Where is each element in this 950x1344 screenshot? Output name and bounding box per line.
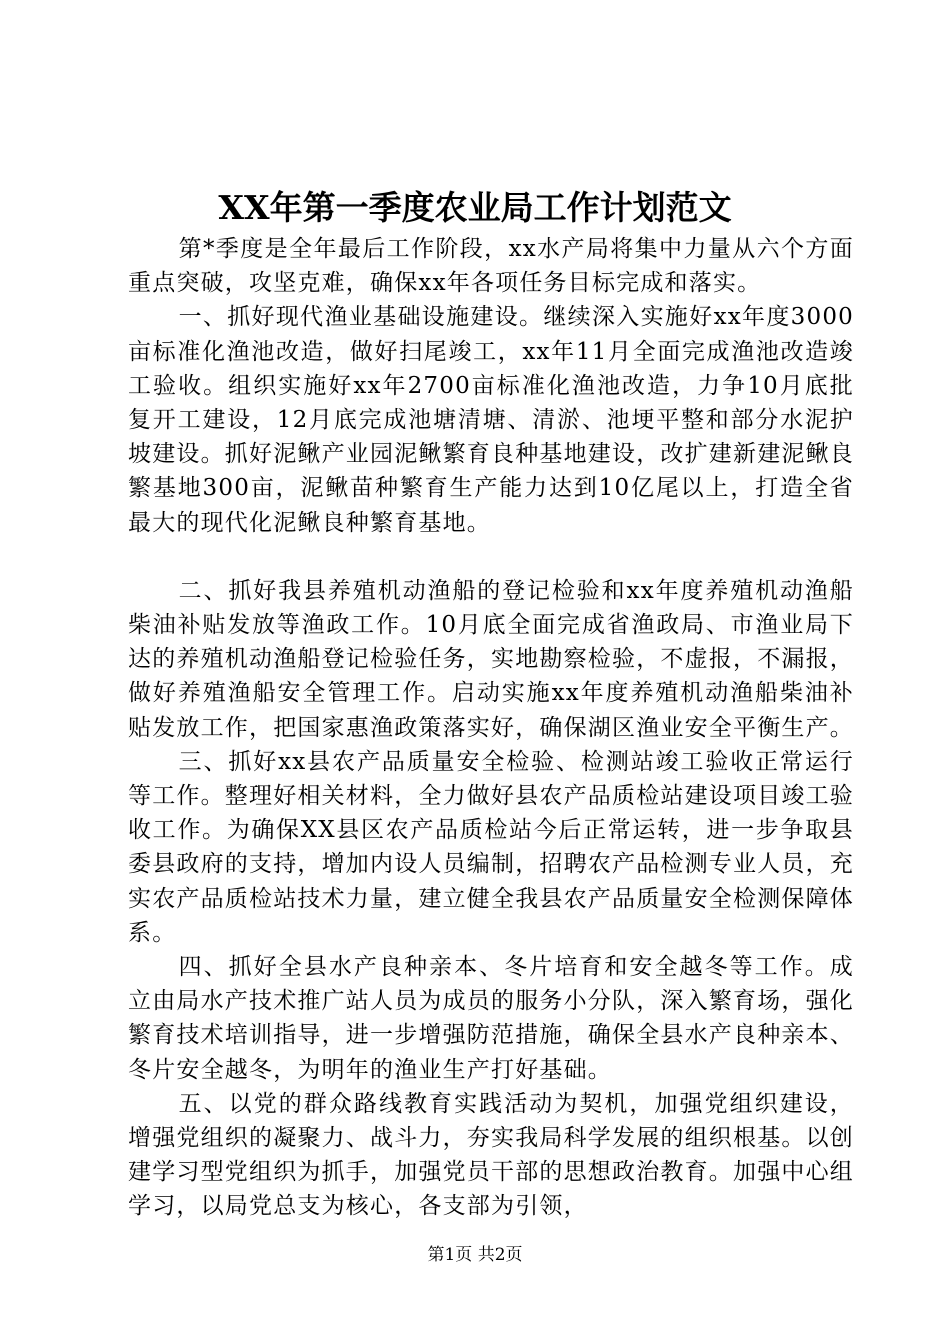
page-number-footer: 第1页 共2页 xyxy=(427,1245,523,1265)
paragraph-section-2: 二、抓好我县养殖机动渔船的登记检验和xx年度养殖机动渔船柴油补贴发放等渔政工作。10月底全面完成省渔政局、市渔业局下达的养殖机动渔船登记检验任务，实地勘察检验，不虚报，不漏报，做好养殖渔船安全管理工作。启动实施xx年度养殖机动渔船柴油补贴发放工作，把国家惠渔政策落实好，确保湖区渔业安全平衡生产。 xyxy=(128,577,854,741)
paragraph-gap xyxy=(128,540,854,574)
paragraph-intro: 第*季度是全年最后工作阶段，xx水产局将集中力量从六个方面重点突破，攻坚克难，确保xx年各项任务目标完成和落实。 xyxy=(128,236,854,297)
paragraph-section-1: 一、抓好现代渔业基础设施建设。继续深入实施好xx年度3000亩标准化渔池改造，做好扫尾竣工，xx年11月全面完成渔池改造竣工验收。组织实施好xx年2700亩标准化渔池改造，力争10月底批复开工建设，12月底完成池塘清塘、清淤、池埂平整和部分水泥护坡建设。抓好泥鳅产业园泥鳅繁育良种基地建设，改扩建新建泥鳅良繁基地300亩，泥鳅苗种繁育生产能力达到10亿尾以上，打造全省最大的现代化泥鳅良种繁育基地。 xyxy=(128,304,854,536)
paragraph-section-4: 四、抓好全县水产良种亲本、冬片培育和安全越冬等工作。成立由局水产技术推广站人员为成员的服务小分队，深入繁育场，强化繁育技术培训指导，进一步增强防范措施，确保全县水产良种亲本、冬片安全越冬，为明年的渔业生产打好基础。 xyxy=(128,954,854,1083)
paragraph-section-3: 三、抓好xx县农产品质量安全检验、检测站竣工验收正常运行等工作。整理好相关材料，全力做好县农产品质检站建设项目竣工验收工作。为确保XX县区农产品质检站今后正常运转，进一步争取县委县政府的支持，增加内设人员编制，招聘农产品检测专业人员，充实农产品质检站技术力量，建立健全我县农产品质量安全检测保障体系。 xyxy=(128,748,854,946)
document-title: XX年第一季度农业局工作计划范文 xyxy=(218,188,732,227)
document-body xyxy=(128,232,854,1224)
paragraph-section-5: 五、以党的群众路线教育实践活动为契机，加强党组织建设，增强党组织的凝聚力、战斗力，夯实我局科学发展的组织根基。以创建学习型党组织为抓手，加强党员干部的思想政治教育。加强中心组学习，以局党总支为核心，各支部为引领， xyxy=(128,1090,854,1220)
